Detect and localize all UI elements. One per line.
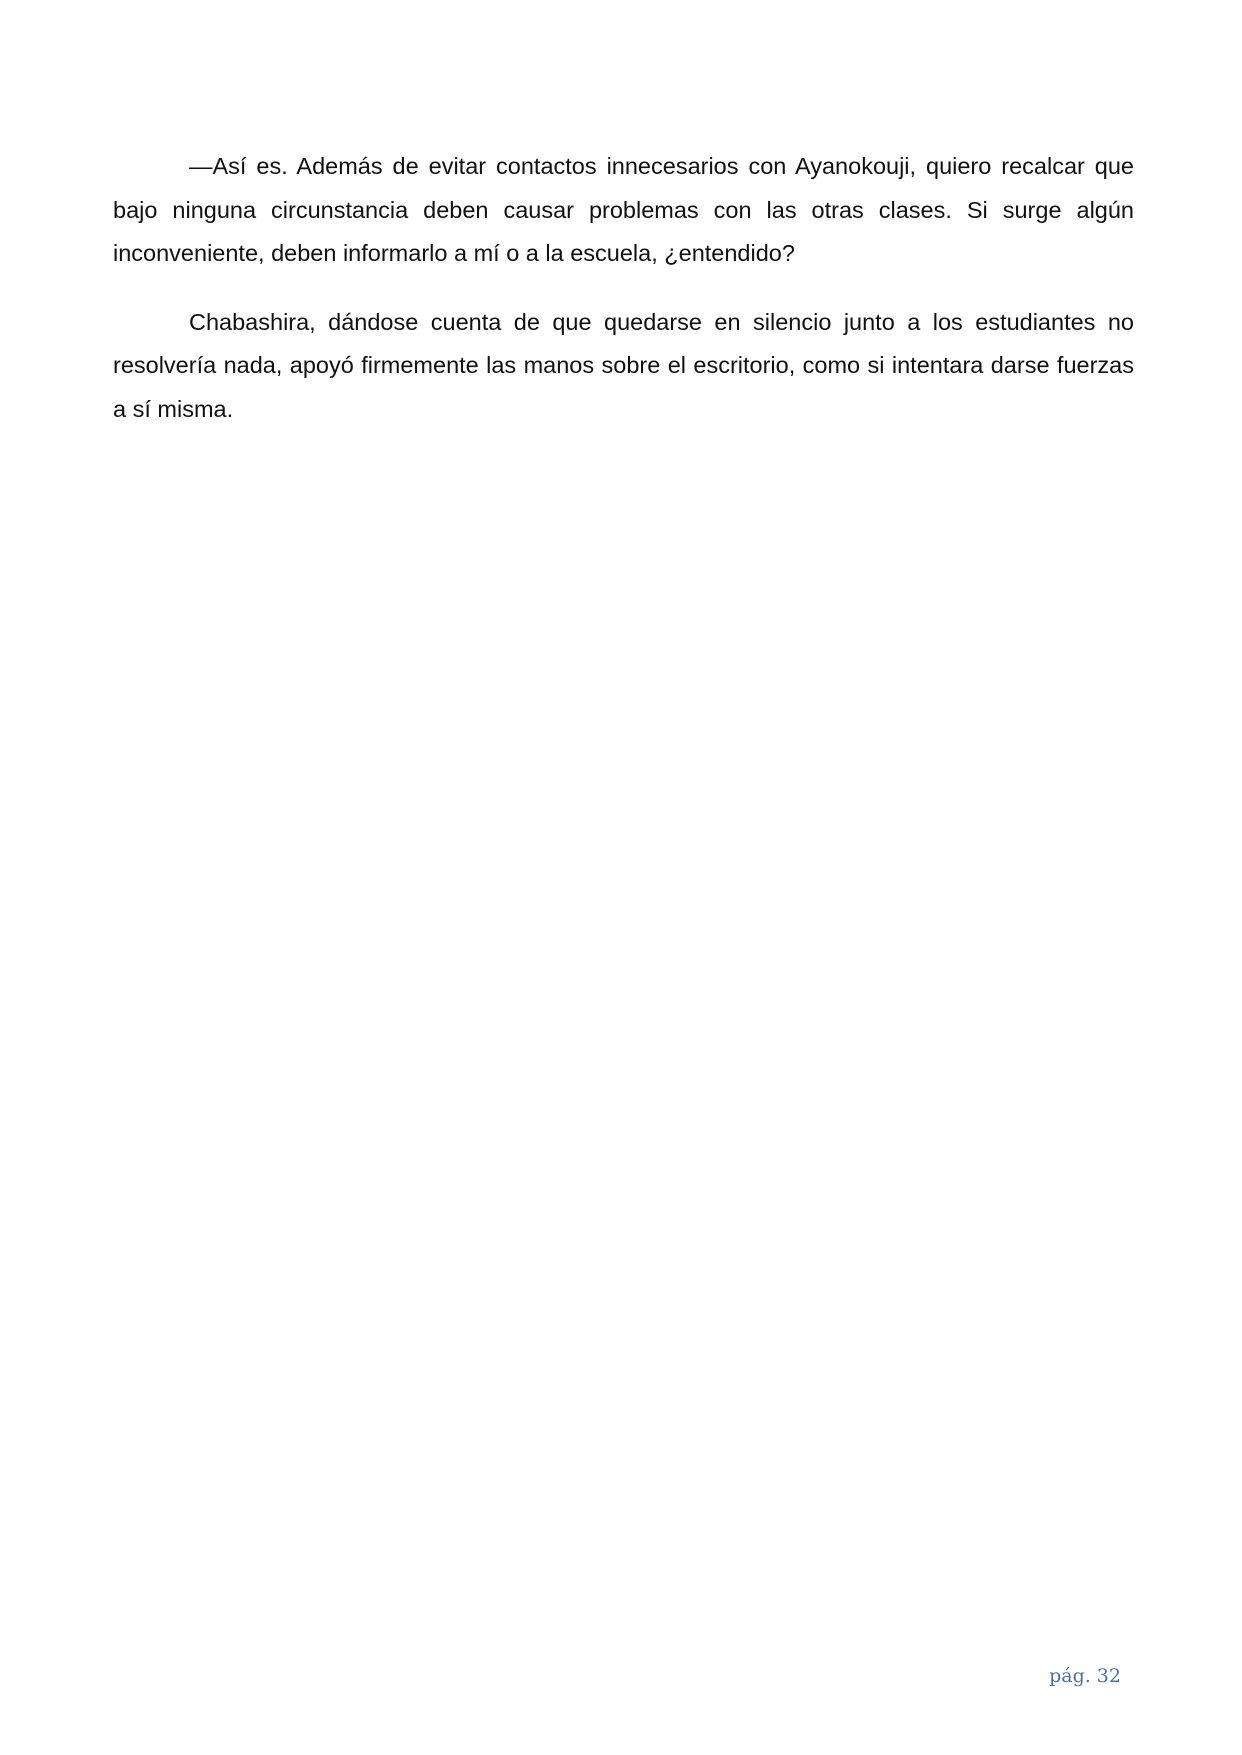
body-text — [113, 145, 1134, 456]
paragraph-dialogue: —Así es. Además de evitar contactos innecesarios con Ayanokouji, quiero recalcar que bajo ninguna circunstancia deben causar problemas con las otras clases. Si surge algún inconveniente, deben informarlo a mí o a la escuela, ¿entendido? — [113, 153, 1134, 266]
paragraph-narration: Chabashira, dándose cuenta de que quedarse en silencio junto a los estudiantes no resolvería nada, apoyó firmemente las manos sobre el escritorio, como si intentara darse fuerzas a sí misma. — [113, 308, 1134, 422]
page-number: pág. 32 — [1049, 1665, 1121, 1687]
